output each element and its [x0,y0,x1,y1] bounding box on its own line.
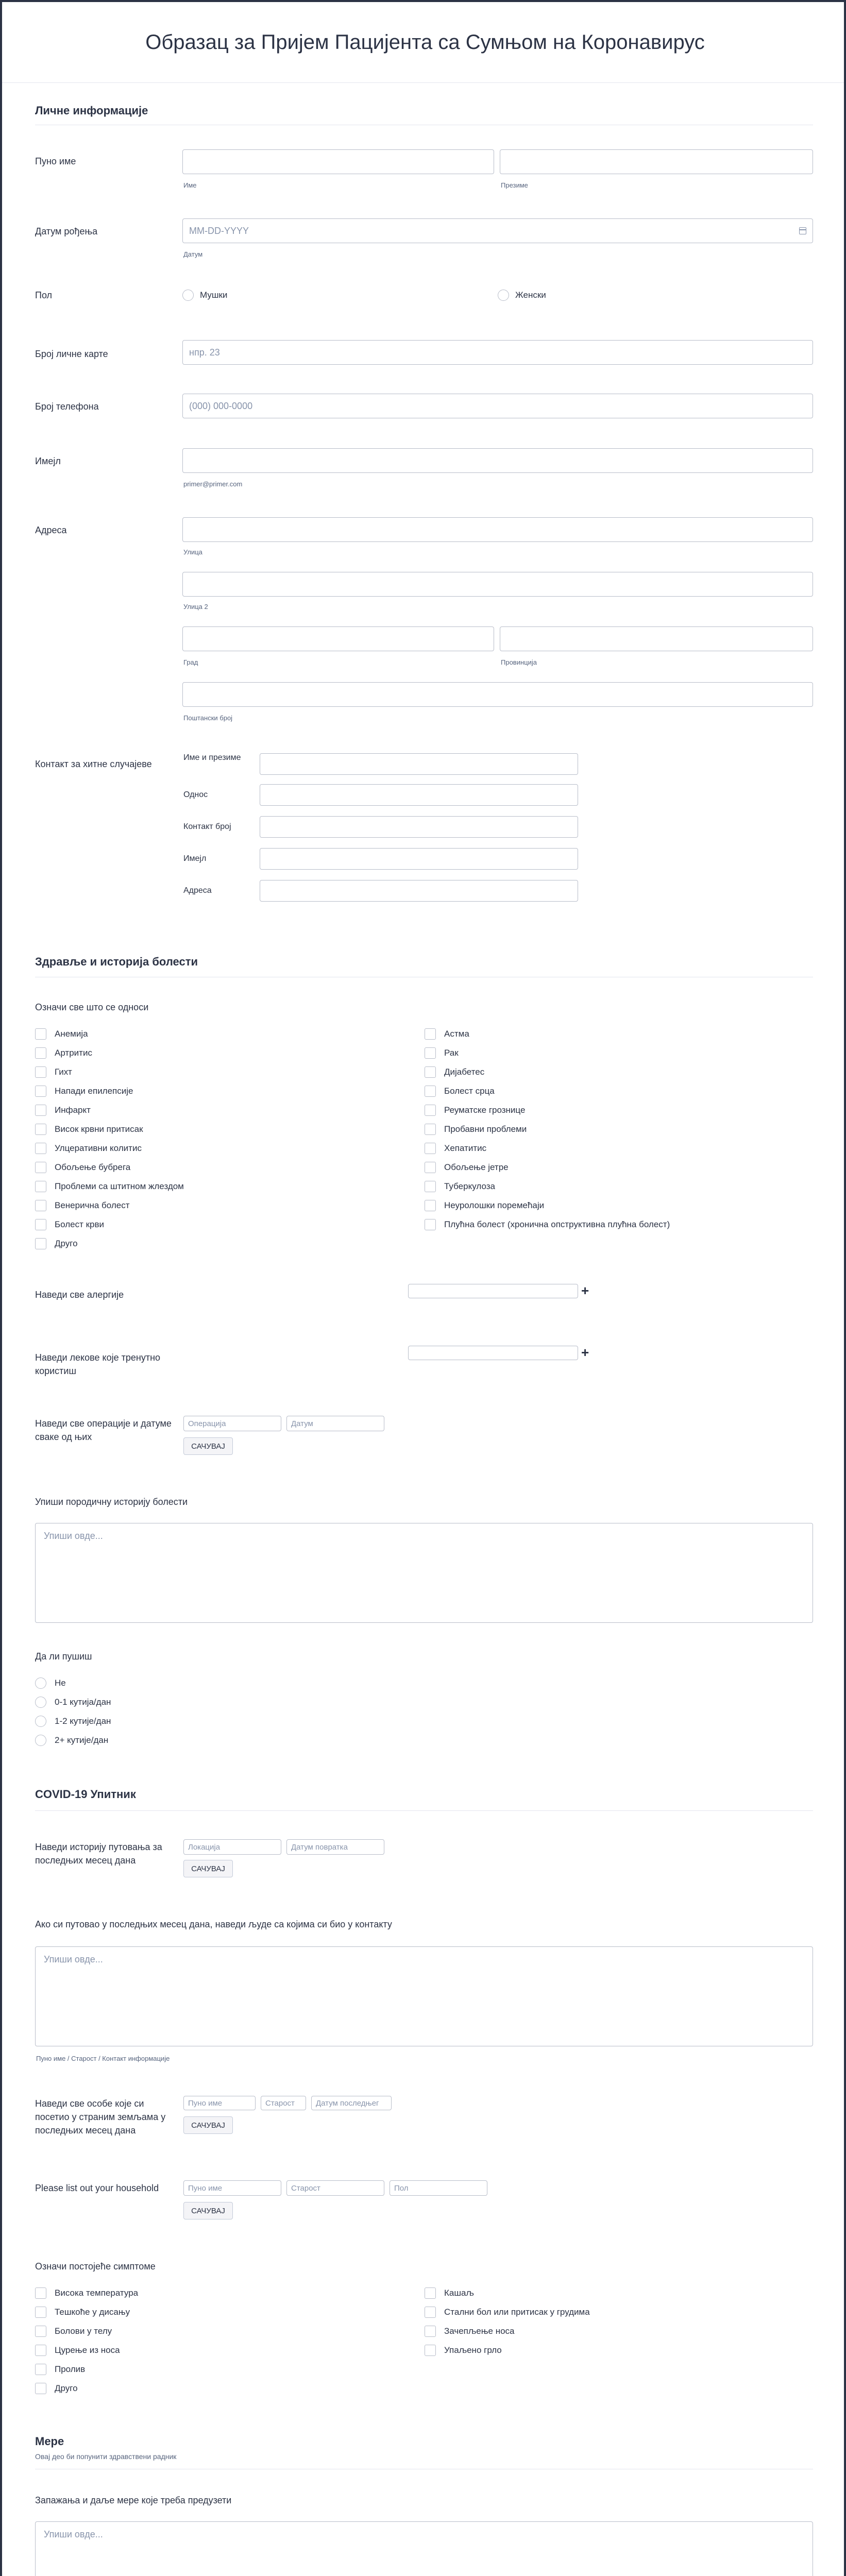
condition-option[interactable] [35,1238,78,1249]
emergency-address-input[interactable] [260,880,578,902]
add-med-plus-icon[interactable]: + [581,1345,589,1360]
phone-input[interactable] [182,394,813,418]
condition-checkbox[interactable] [35,1124,46,1135]
condition-option[interactable] [425,1047,459,1059]
first-name-input[interactable] [182,149,494,174]
condition-option[interactable] [35,1162,130,1173]
emergency-label: Контакт за хитне случајеве [35,759,152,769]
symptom-option-label[interactable]: Цурење из носа [55,2345,120,2355]
allergies-label: Наведи све алергије [35,1290,124,1300]
condition-checkbox[interactable] [425,1124,436,1135]
contacts-sublabel: Пуно име / Старост / Контакт информације [36,2055,170,2062]
symptom-option-label[interactable]: Друго [55,2383,78,2393]
condition-checkbox[interactable] [35,1086,46,1097]
id-card-placeholder: нпр. 23 [189,347,220,358]
household-sex-placeholder: Пол [394,2183,409,2193]
condition-option[interactable] [425,1028,469,1040]
travel-date-input[interactable] [286,1839,384,1855]
province-sublabel: Провинција [501,658,537,666]
condition-option-label[interactable]: Туберкулоза [444,1181,495,1191]
smoke-option[interactable] [35,1716,111,1727]
travel-label: Наведи историју путовања за последњих месец дана [35,1842,162,1866]
symptom-checkbox[interactable] [35,2287,46,2299]
visitors-label: Наведи све особе које си посетио у страним земљама у последњих месец дана [35,2098,166,2136]
family-history-label: Упиши породичну историју болести [35,1497,188,1507]
emergency-email-input[interactable] [260,848,578,870]
condition-option-label[interactable]: Артритис [55,1048,92,1058]
contacts-label: Ако си путовао у последњих месец дана, наведи људе са којима си био у контакту [35,1919,392,1929]
surgery-date-placeholder: Датум [291,1419,313,1428]
condition-option[interactable] [35,1124,143,1135]
smoke-option[interactable] [35,1735,108,1746]
condition-checkbox[interactable] [35,1219,46,1230]
symptom-option[interactable] [425,2287,474,2299]
condition-option[interactable] [425,1219,670,1230]
smoke-option[interactable] [35,1677,66,1689]
household-label: Please list out your household [35,2183,159,2193]
condition-option[interactable] [35,1047,92,1059]
condition-option-label[interactable]: Неуролошки поремећаји [444,1200,545,1210]
symptom-checkbox[interactable] [35,2326,46,2337]
emergency-relation-label: Однос [183,790,208,799]
symptom-option-label[interactable]: Стални бол или притисак у грудима [444,2307,590,2317]
symptom-checkbox[interactable] [35,2364,46,2375]
condition-checkbox[interactable] [35,1181,46,1192]
visitors-age-placeholder: Старост [265,2098,295,2108]
symptom-option-label[interactable]: Зачепљење носа [444,2326,515,2336]
street-sublabel: Улица [183,548,202,556]
gender-female-radio[interactable] [498,290,509,301]
condition-checkbox[interactable] [425,1162,436,1173]
condition-checkbox[interactable] [425,1066,436,1078]
smoke-option-label[interactable]: 1-2 кутије/дан [55,1716,111,1726]
address-label: Адреса [35,525,67,535]
full-name-label: Пуно име [35,156,76,166]
street-input[interactable] [182,517,813,542]
condition-option[interactable] [35,1219,104,1230]
smoke-radio[interactable] [35,1697,46,1708]
condition-option[interactable] [425,1200,544,1211]
condition-option[interactable] [35,1181,184,1192]
condition-option-label[interactable]: Обољење бубрега [55,1162,131,1172]
condition-option-label[interactable]: Венерична болест [55,1200,130,1210]
condition-checkbox[interactable] [425,1200,436,1211]
smoke-radio[interactable] [35,1716,46,1727]
condition-checkbox[interactable] [35,1047,46,1059]
condition-checkbox[interactable] [425,1143,436,1154]
condition-option-label[interactable]: Напади епилепсије [55,1086,133,1096]
condition-option-label[interactable]: Болест крви [55,1219,105,1229]
smoke-option-label[interactable]: 2+ кутије/дан [55,1735,109,1745]
condition-option[interactable] [425,1124,527,1135]
condition-option-label[interactable]: Астма [444,1029,469,1039]
condition-option-label[interactable]: Инфаркт [55,1105,91,1115]
condition-option[interactable] [35,1143,142,1154]
emergency-phone-input[interactable] [260,816,578,838]
dob-input[interactable] [182,218,813,243]
condition-option[interactable] [35,1086,133,1097]
symptom-checkbox[interactable] [425,2307,436,2318]
symptom-option[interactable] [35,2345,120,2356]
notes-textarea[interactable] [35,2521,813,2576]
postal-sublabel: Поштански број [183,714,233,722]
condition-option[interactable] [35,1105,91,1116]
condition-checkbox[interactable] [425,1219,436,1230]
add-allergy-plus-icon[interactable]: + [581,1283,589,1298]
smoke-radio[interactable] [35,1735,46,1746]
condition-option-label[interactable]: Гихт [55,1067,72,1077]
household-name-placeholder: Пуно име [188,2183,223,2193]
symptom-option[interactable] [425,2307,590,2318]
condition-option-label[interactable]: Проблеми са штитном жлездом [55,1181,184,1191]
section-heading-covid: COVID-19 Упитник [35,1788,136,1801]
allergies-input[interactable] [408,1284,578,1298]
condition-option-label[interactable]: Реуматске грознице [444,1105,526,1115]
symptoms-label: Означи постојеће симптоме [35,2261,156,2272]
condition-option-label[interactable]: Обољење јетре [444,1162,509,1172]
symptom-checkbox[interactable] [35,2307,46,2318]
condition-checkbox[interactable] [425,1047,436,1059]
condition-option[interactable] [425,1162,509,1173]
emergency-address-label: Адреса [183,886,212,895]
condition-option-label[interactable]: Улцеративни колитис [55,1143,142,1153]
surgery-date-input[interactable] [286,1416,384,1431]
condition-checkbox[interactable] [425,1086,436,1097]
notes-placeholder: Упиши овде... [44,2529,103,2539]
last-name-sublabel: Презиме [501,181,528,189]
street2-input[interactable] [182,572,813,597]
symptom-option[interactable] [35,2307,130,2318]
emergency-name-label: Име и презиме [183,753,241,762]
condition-checkbox[interactable] [425,1028,436,1040]
condition-checkbox[interactable] [425,1105,436,1116]
phone-placeholder: (000) 000-0000 [189,400,253,411]
smoke-radio[interactable] [35,1677,46,1689]
household-name-input[interactable] [183,2180,281,2196]
gender-male-label[interactable]: Мушки [200,290,228,300]
symptom-option[interactable] [425,2326,515,2337]
meds-input[interactable] [408,1346,578,1360]
condition-checkbox[interactable] [35,1105,46,1116]
symptom-option[interactable] [425,2345,502,2356]
travel-location-input[interactable] [183,1839,281,1855]
section-heading-personal: Личне информације [35,104,148,117]
travel-date-placeholder: Датум повратка [291,1842,348,1852]
city-input[interactable] [182,626,494,651]
condition-checkbox[interactable] [35,1143,46,1154]
symptom-checkbox[interactable] [425,2326,436,2337]
symptom-checkbox[interactable] [35,2383,46,2394]
gender-label: Пол [35,290,53,300]
condition-checkbox[interactable] [35,1200,46,1211]
smoke-option[interactable] [35,1697,111,1708]
measures-subheading: Овај део би попунити здравствени радник [35,2452,177,2461]
emergency-name-input[interactable] [260,753,578,775]
symptom-checkbox[interactable] [425,2287,436,2299]
gender-male-radio[interactable] [182,290,194,301]
condition-option[interactable] [425,1066,484,1078]
condition-option[interactable] [425,1181,495,1192]
phone-label: Број телефона [35,401,99,412]
id-card-label: Број личне карте [35,349,108,359]
condition-option-label[interactable]: Друго [55,1239,78,1248]
surgery-placeholder: Операција [188,1419,226,1428]
smoke-option-label[interactable]: Не [55,1678,66,1688]
visitors-date-input[interactable] [311,2096,392,2110]
gender-female-label[interactable]: Женски [515,290,546,300]
condition-checkbox[interactable] [35,1028,46,1040]
symptom-option-label[interactable]: Висока температура [55,2288,139,2298]
symptom-option[interactable] [35,2364,85,2375]
condition-option[interactable] [35,1066,72,1078]
household-save-button[interactable]: САЧУВАЈ [183,2202,233,2219]
visitors-name-placeholder: Пуно име [188,2098,223,2108]
dob-sublabel: Датум [183,250,203,258]
meds-label: Наведи лекове које тренутно користиш [35,1352,161,1376]
condition-option[interactable] [35,1200,130,1211]
symptom-option-label[interactable]: Упаљено грло [444,2345,502,2355]
email-sublabel: primer@primer.com [183,480,243,488]
condition-option-label[interactable]: Плућна болест (хронична опструктивна плућна болест) [444,1219,670,1229]
condition-checkbox[interactable] [35,1162,46,1173]
email-label: Имејл [35,456,61,466]
family-history-textarea[interactable] [35,1523,813,1623]
form-title: Образац за Пријем Пацијента са Сумњом на Коронавирус [145,31,705,54]
smoke-label: Да ли пушиш [35,1651,92,1662]
contacts-placeholder: Упиши овде... [44,1954,103,1964]
calendar-icon[interactable] [799,227,806,234]
household-sex-input[interactable] [390,2180,487,2196]
postal-input[interactable] [182,682,813,707]
first-name-sublabel: Име [183,181,197,189]
emergency-email-label: Имејл [183,854,207,863]
condition-checkbox[interactable] [425,1181,436,1192]
last-name-input[interactable] [500,149,813,174]
street2-sublabel: Улица 2 [183,603,208,611]
city-sublabel: Град [183,658,198,666]
visitors-save-button[interactable]: САЧУВАЈ [183,2116,233,2134]
symptom-option[interactable] [35,2287,138,2299]
family-history-placeholder: Упиши овде... [44,1531,103,1541]
visitors-age-input[interactable] [261,2096,306,2110]
header-divider [2,82,844,83]
conditions-label: Означи све што се односи [35,1002,149,1012]
travel-save-button[interactable]: САЧУВАЈ [183,1860,233,1877]
symptom-option[interactable] [35,2326,112,2337]
symptom-option[interactable] [35,2383,78,2394]
emergency-relation-input[interactable] [260,784,578,806]
notes-label: Запажања и даље мере које треба предузети [35,2495,232,2505]
condition-option-label[interactable]: Пробавни проблеми [444,1124,527,1134]
condition-option[interactable] [425,1105,525,1116]
section-heading-measures: Мере [35,2435,64,2448]
surgeries-label: Наведи све операције и датуме сваке од њих [35,1418,172,1442]
household-age-input[interactable] [286,2180,384,2196]
id-card-input[interactable] [182,340,813,365]
province-input[interactable] [500,626,813,651]
symptom-option-label[interactable]: Болови у телу [55,2326,112,2336]
symptom-option-label[interactable]: Пролив [55,2364,86,2374]
condition-checkbox[interactable] [35,1238,46,1249]
travel-location-placeholder: Локација [188,1842,221,1852]
surgery-name-input[interactable] [183,1416,281,1431]
dob-label: Датум рођења [35,226,98,236]
condition-option-label[interactable]: Анемија [55,1029,88,1039]
household-age-placeholder: Старост [291,2183,320,2193]
condition-option-label[interactable]: Дијабетес [444,1067,485,1077]
condition-option[interactable] [425,1086,495,1097]
symptom-checkbox[interactable] [35,2345,46,2356]
section-heading-health: Здравље и историја болести [35,955,198,968]
visitors-date-placeholder: Датум последњег [316,2098,379,2108]
symptom-checkbox[interactable] [425,2345,436,2356]
visitors-name-input[interactable] [183,2096,256,2110]
section-divider [35,1810,813,1811]
condition-option-label[interactable]: Висок крвни притисак [55,1124,143,1134]
smoke-option-label[interactable]: 0-1 кутија/дан [55,1697,111,1707]
dob-placeholder: MM-DD-YYYY [189,225,249,236]
emergency-phone-label: Контакт број [183,822,231,831]
condition-option-label[interactable]: Болест срца [444,1086,495,1096]
condition-option[interactable] [35,1028,88,1040]
condition-option[interactable] [425,1143,486,1154]
contacts-textarea[interactable] [35,1946,813,2046]
symptom-option-label[interactable]: Тешкоће у дисању [55,2307,130,2317]
surgery-save-button[interactable]: САЧУВАЈ [183,1437,233,1455]
email-input[interactable] [182,448,813,473]
condition-option-label[interactable]: Хепатитис [444,1143,487,1153]
condition-option-label[interactable]: Рак [444,1048,459,1058]
condition-checkbox[interactable] [35,1066,46,1078]
symptom-option-label[interactable]: Кашаљ [444,2288,474,2298]
